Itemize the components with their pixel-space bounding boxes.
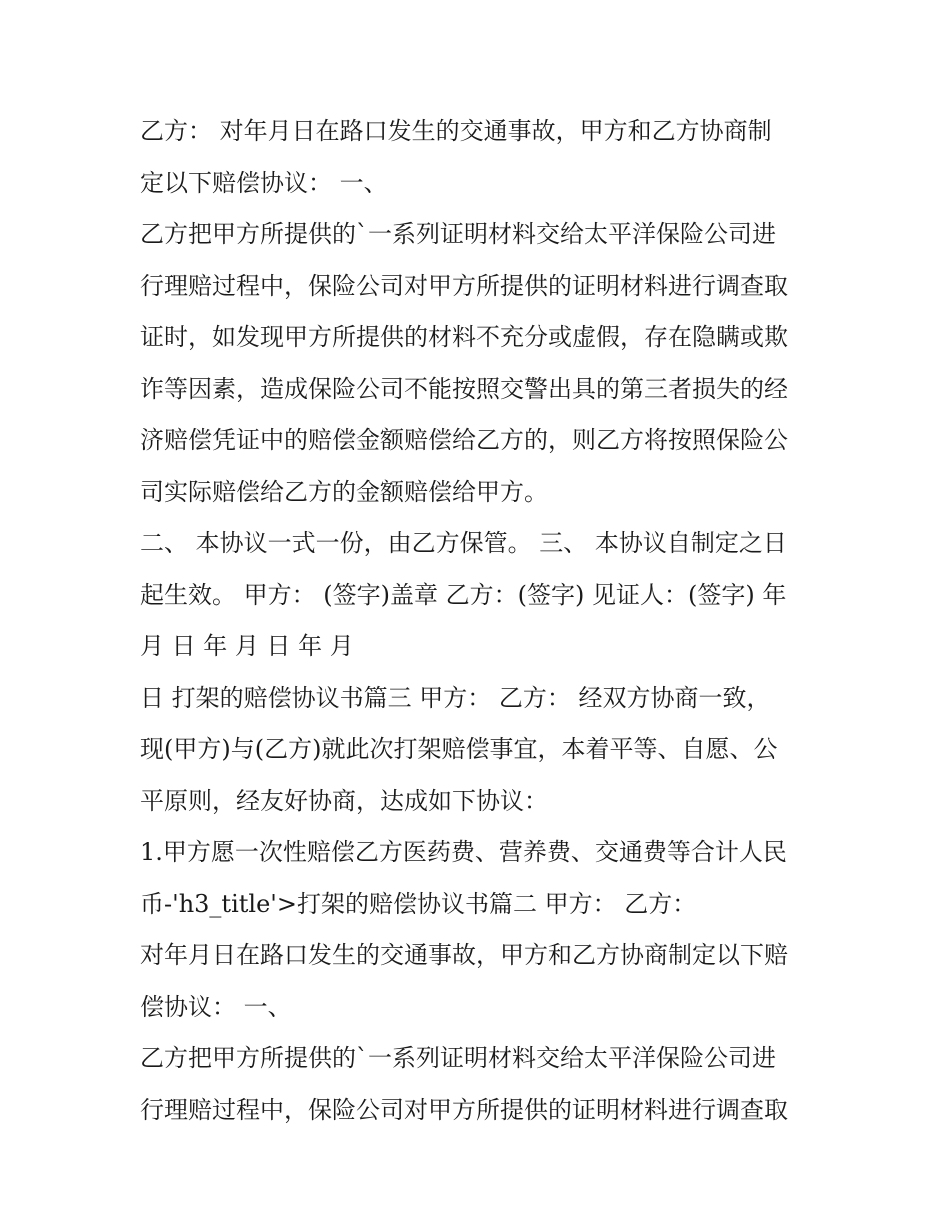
text-line-16: 币-'h3_title'>打架的赔偿协议书篇二 甲方： 乙方： [140,889,697,918]
text-line-15: 1.甲方愿一次性赔偿乙方医药费、营养费、交通费等合计人民 [140,838,787,866]
document-body [140,106,830,1136]
text-line-20: 行理赔过程中，保险公司对甲方所提供的证明材料进行调查取 [140,1095,788,1124]
text-line-11: 月 日 年 月 日 年 月 [140,632,354,660]
text-line-18: 偿协议： 一、 [140,992,292,1021]
text-line-2: 定以下赔偿协议： 一、 [140,168,388,197]
text-line-9: 二、 本协议一式一份，由乙方保管。 三、 本协议自制定之日 [140,529,787,557]
text-line-4: 行理赔过程中，保险公司对甲方所提供的证明材料进行调查取 [140,271,788,300]
text-line-8: 司实际赔偿给乙方的金额赔偿给甲方。 [140,477,548,506]
text-line-5: 证时，如发现甲方所提供的材料不充分或虚假，存在隐瞒或欺 [140,323,788,351]
text-line-14: 平原则，经友好协商，达成如下协议： [140,786,548,815]
text-line-13: 现(甲方)与(乙方)就此次打架赔偿事宜，本着平等、自愿、公 [140,735,778,763]
text-line-3: 乙方把甲方所提供的`一系列证明材料交给太平洋保险公司进 [140,220,776,248]
text-line-6: 诈等因素，造成保险公司不能按照交警出具的第三者损失的经 [140,374,788,403]
text-line-12: 日 打架的赔偿协议书篇三 甲方： 乙方： 经双方协商一致， [140,683,771,712]
text-line-19: 乙方把甲方所提供的`一系列证明材料交给太平洋保险公司进 [140,1044,776,1072]
text-line-10: 起生效。 甲方： (签字)盖章 乙方：(签字) 见证人：(签字) 年 [140,580,787,609]
text-line-1: 乙方： 对年月日在路口发生的交通事故，甲方和乙方协商制 [140,117,772,145]
text-line-17: 对年月日在路口发生的交通事故，甲方和乙方协商制定以下赔 [140,941,788,969]
text-line-7: 济赔偿凭证中的赔偿金额赔偿给乙方的，则乙方将按照保险公 [140,426,788,454]
